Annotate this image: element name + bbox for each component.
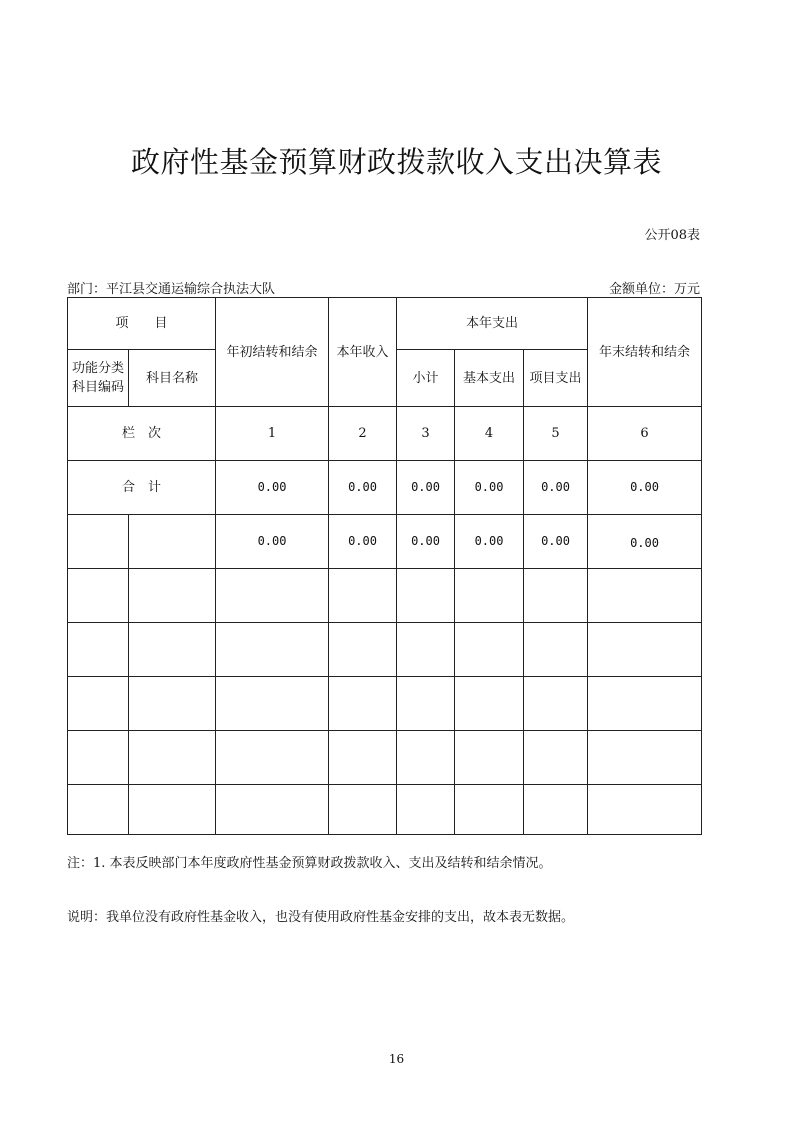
total-value: 0.00 [329,461,397,515]
total-value: 0.00 [588,461,702,515]
col-index: 6 [588,407,702,461]
row-code [68,515,129,569]
header-begin-balance: 年初结转和结余 [216,298,329,407]
row-value: 0.00 [397,515,455,569]
total-value: 0.00 [455,461,524,515]
row-value: 0.00 [329,515,397,569]
total-value: 0.00 [216,461,329,515]
empty-row [68,677,702,731]
row-value: 0.00 [455,515,524,569]
header-end-balance: 年末结转和结余 [588,298,702,407]
row-value: 0.00 [588,515,702,569]
explanation: 说明：我单位没有政府性基金收入，也没有使用政府性基金安排的支出，故本表无数据。 [67,910,575,925]
col-index: 3 [397,407,455,461]
header-func-code: 功能分类科目编码 [68,350,129,407]
table-row [68,515,702,569]
header-project: 项目支出 [524,350,588,407]
column-index-label: 栏 次 [68,407,216,461]
header-item: 项 目 [68,298,216,350]
col-index: 1 [216,407,329,461]
header-subject-name: 科目名称 [129,350,216,407]
row-name [129,515,216,569]
empty-row [68,731,702,785]
empty-row [68,569,702,623]
department-label: 部门：平江县交通运输综合执法大队 [67,282,276,297]
row-value: 0.00 [524,515,588,569]
unit-label: 金额单位：万元 [608,282,700,297]
total-row [68,461,702,515]
header-basic: 基本支出 [455,350,524,407]
note: 注：1. 本表反映部门本年度政府性基金预算财政拨款收入、支出及结转和结余情况。 [67,856,552,871]
col-index: 5 [524,407,588,461]
header-subtotal: 小计 [397,350,455,407]
page-number: 16 [388,1052,405,1066]
col-index: 4 [455,407,524,461]
empty-row [68,785,702,835]
total-label: 合 计 [68,461,216,515]
budget-table [67,297,702,835]
col-index: 2 [329,407,397,461]
page-title: 政府性基金预算财政拨款收入支出决算表 [130,145,662,179]
total-value: 0.00 [524,461,588,515]
column-index-row [68,407,702,461]
total-value: 0.00 [397,461,455,515]
header-expense: 本年支出 [397,298,588,350]
table-number: 公开08表 [644,228,700,243]
empty-row [68,623,702,677]
header-income: 本年收入 [329,298,397,407]
row-value: 0.00 [216,515,329,569]
